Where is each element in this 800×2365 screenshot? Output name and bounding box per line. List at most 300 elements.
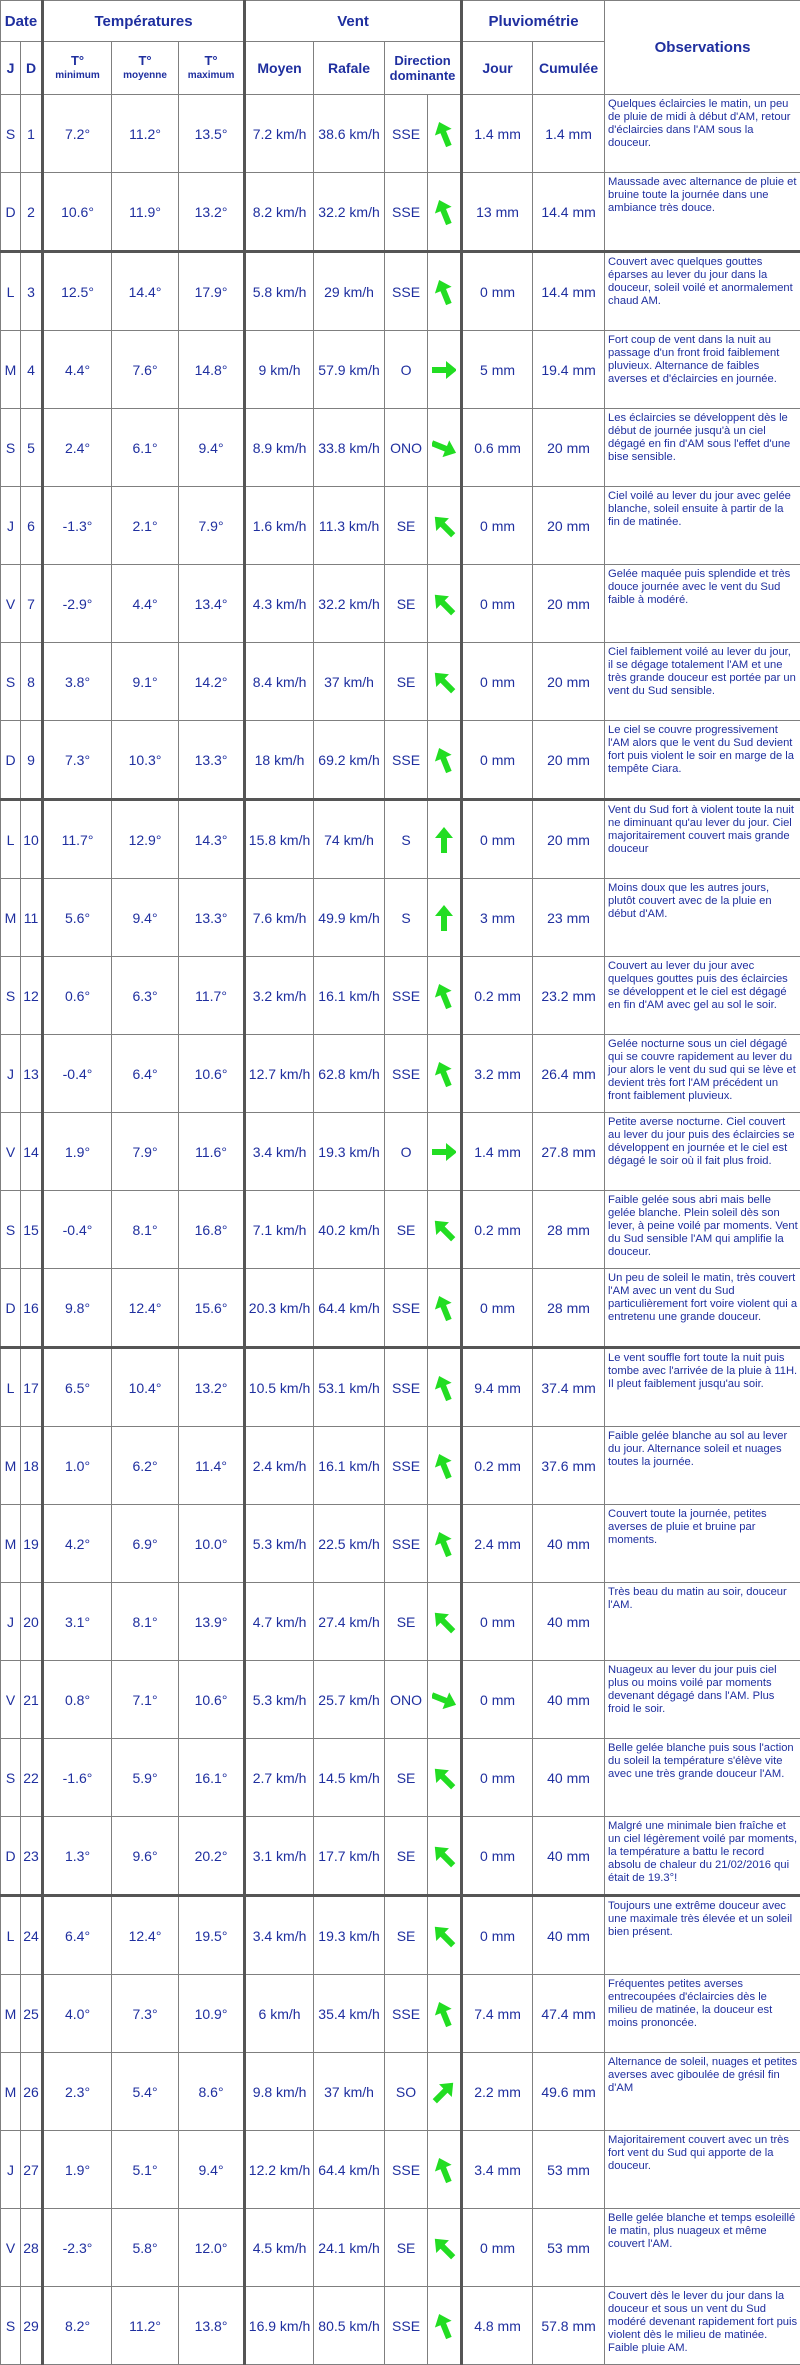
day-number: 8: [21, 643, 43, 721]
temp-min: 4.0°: [43, 1975, 112, 2053]
wind-arrow: [428, 2131, 462, 2209]
observation: Les éclaircies se développent dès le début de journée jusqu'à un ciel dégagé en fin d'AM sous l'effet d'une bise sensible.: [605, 409, 800, 487]
observation: Le vent souffle fort toute la nuit puis tombe avec l'arrivée de la pluie à 11H. Il pleut faiblement jusqu'au soir.: [605, 1348, 800, 1427]
day-of-week: J: [1, 2131, 21, 2209]
wind-direction: SE: [385, 2209, 428, 2287]
wind-arrow: [428, 721, 462, 800]
rain-cumul: 40 mm: [533, 1739, 605, 1817]
wind-arrow-icon: [432, 1293, 456, 1323]
wind-gust: 24.1 km/h: [314, 2209, 385, 2287]
wind-avg: 2.7 km/h: [245, 1739, 314, 1817]
observation: Un peu de soleil le matin, très couvert l'AM avec un vent du Sud particulièrement fort voire violent qui a entretenu une grande douceur.: [605, 1269, 800, 1348]
wind-arrow: [428, 1348, 462, 1427]
wind-arrow-icon: [432, 2233, 456, 2263]
temp-max: 11.4°: [179, 1427, 245, 1505]
wind-gust: 16.1 km/h: [314, 957, 385, 1035]
wind-arrow: [428, 173, 462, 252]
temp-max: 13.5°: [179, 95, 245, 173]
header-jour: Jour: [462, 42, 533, 95]
temp-avg: 11.9°: [112, 173, 179, 252]
header-date: Date: [1, 1, 43, 42]
table-row: [1, 1817, 800, 1896]
wind-arrow: [428, 1505, 462, 1583]
day-number: 14: [21, 1113, 43, 1191]
day-of-week: L: [1, 1348, 21, 1427]
wind-arrow: [428, 331, 462, 409]
temp-avg: 4.4°: [112, 565, 179, 643]
day-of-week: V: [1, 2209, 21, 2287]
wind-direction: SE: [385, 1191, 428, 1269]
wind-avg: 16.9 km/h: [245, 2287, 314, 2365]
rain-cumul: 26.4 mm: [533, 1035, 605, 1113]
observation: Moins doux que les autres jours, plutôt couvert avec de la pluie en début d'AM.: [605, 879, 800, 957]
day-number: 12: [21, 957, 43, 1035]
observation: Malgré une minimale bien fraîche et un ciel légèrement voilé par moments, la température a battu le record absolu de chaleur du 21/02/2016 qui était de 19.3°!: [605, 1817, 800, 1896]
observation: Majoritairement couvert avec un très fort vent du Sud qui apporte de la douceur.: [605, 2131, 800, 2209]
wind-direction: SSE: [385, 1035, 428, 1113]
wind-gust: 64.4 km/h: [314, 2131, 385, 2209]
header-pluviometrie: Pluviométrie: [462, 1, 605, 42]
table-row: [1, 1896, 800, 1975]
wind-avg: 7.6 km/h: [245, 879, 314, 957]
table-row: [1, 957, 800, 1035]
wind-arrow-icon: [432, 1215, 456, 1245]
temp-max: 13.4°: [179, 565, 245, 643]
temp-max: 12.0°: [179, 2209, 245, 2287]
observation: Fréquentes petites averses entrecoupées d'éclaircies dès le milieu de matinée, la douceur est moins prononcée.: [605, 1975, 800, 2053]
rain-cumul: 40 mm: [533, 1661, 605, 1739]
wind-gust: 40.2 km/h: [314, 1191, 385, 1269]
observation: Toujours une extrême douceur avec une maximale très élevée et un soleil bien présent.: [605, 1896, 800, 1975]
wind-avg: 4.3 km/h: [245, 565, 314, 643]
observation: Vent du Sud fort à violent toute la nuit ne diminuant qu'au lever du jour. Ciel majoritairement couvert mais grande douceur: [605, 800, 800, 879]
temp-min: 4.2°: [43, 1505, 112, 1583]
day-of-week: V: [1, 1113, 21, 1191]
wind-gust: 11.3 km/h: [314, 487, 385, 565]
table-row: [1, 95, 800, 173]
wind-direction: SE: [385, 1817, 428, 1896]
wind-arrow: [428, 1661, 462, 1739]
temp-max: 11.6°: [179, 1113, 245, 1191]
temp-avg: 7.6°: [112, 331, 179, 409]
wind-arrow-icon: [432, 589, 456, 619]
rain-cumul: 28 mm: [533, 1191, 605, 1269]
temp-avg: 5.9°: [112, 1739, 179, 1817]
temp-max: 13.2°: [179, 173, 245, 252]
header-temperatures: Températures: [43, 1, 245, 42]
rain-day: 0 mm: [462, 2209, 533, 2287]
table-row: [1, 2053, 800, 2131]
temp-avg: 12.9°: [112, 800, 179, 879]
wind-gust: 19.3 km/h: [314, 1896, 385, 1975]
day-number: 28: [21, 2209, 43, 2287]
temp-max: 16.8°: [179, 1191, 245, 1269]
observation: Petite averse nocturne. Ciel couvert au lever du jour puis des éclaircies se développent en journée et le ciel est dégagé le soir où il fait plus froid.: [605, 1113, 800, 1191]
header-tmin-sub: minimum: [44, 68, 111, 83]
day-number: 17: [21, 1348, 43, 1427]
day-number: 7: [21, 565, 43, 643]
day-number: 22: [21, 1739, 43, 1817]
day-number: 3: [21, 252, 43, 331]
wind-avg: 1.6 km/h: [245, 487, 314, 565]
day-of-week: J: [1, 1583, 21, 1661]
wind-arrow: [428, 1269, 462, 1348]
table-row: [1, 1975, 800, 2053]
observation: Gelée maquée puis splendide et très douce journée avec le vent du Sud faible à modéré.: [605, 565, 800, 643]
wind-arrow-icon: [432, 1451, 456, 1481]
rain-day: 1.4 mm: [462, 1113, 533, 1191]
temp-min: 10.6°: [43, 173, 112, 252]
wind-arrow-icon: [432, 2155, 456, 2185]
wind-avg: 5.8 km/h: [245, 252, 314, 331]
wind-arrow-icon: [432, 825, 456, 855]
temp-min: -2.9°: [43, 565, 112, 643]
wind-arrow: [428, 2287, 462, 2365]
temp-max: 10.6°: [179, 1661, 245, 1739]
rain-cumul: 40 mm: [533, 1817, 605, 1896]
wind-arrow: [428, 1975, 462, 2053]
rain-day: 0.2 mm: [462, 1191, 533, 1269]
table-row: [1, 487, 800, 565]
observation: Nuageux au lever du jour puis ciel plus ou moins voilé par moments devenant dégagé dans l'AM. Plus froid le soir.: [605, 1661, 800, 1739]
rain-cumul: 23.2 mm: [533, 957, 605, 1035]
day-of-week: S: [1, 643, 21, 721]
wind-direction: O: [385, 1113, 428, 1191]
wind-direction: SSE: [385, 2287, 428, 2365]
temp-max: 13.9°: [179, 1583, 245, 1661]
wind-gust: 33.8 km/h: [314, 409, 385, 487]
temp-min: 6.5°: [43, 1348, 112, 1427]
rain-cumul: 1.4 mm: [533, 95, 605, 173]
wind-direction: SE: [385, 1896, 428, 1975]
wind-direction: SSE: [385, 1348, 428, 1427]
rain-cumul: 20 mm: [533, 643, 605, 721]
wind-arrow-icon: [432, 1921, 456, 1951]
day-of-week: S: [1, 2287, 21, 2365]
temp-avg: 12.4°: [112, 1896, 179, 1975]
wind-avg: 5.3 km/h: [245, 1505, 314, 1583]
day-of-week: S: [1, 1191, 21, 1269]
temp-max: 14.2°: [179, 643, 245, 721]
temp-avg: 7.1°: [112, 1661, 179, 1739]
rain-day: 4.8 mm: [462, 2287, 533, 2365]
observation: Faible gelée blanche au sol au lever du jour. Alternance soleil et nuages toutes la journée.: [605, 1427, 800, 1505]
rain-cumul: 14.4 mm: [533, 252, 605, 331]
header-direction-l2: dominante: [390, 68, 456, 83]
wind-arrow-icon: [432, 433, 456, 463]
temp-avg: 9.1°: [112, 643, 179, 721]
wind-direction: SE: [385, 565, 428, 643]
table-row: [1, 1113, 800, 1191]
wind-gust: 38.6 km/h: [314, 95, 385, 173]
table-row: [1, 800, 800, 879]
header-tmoy-sub: moyenne: [112, 68, 178, 83]
temp-max: 13.3°: [179, 879, 245, 957]
wind-arrow-icon: [432, 667, 456, 697]
wind-arrow: [428, 487, 462, 565]
wind-avg: 8.4 km/h: [245, 643, 314, 721]
day-of-week: V: [1, 565, 21, 643]
wind-gust: 69.2 km/h: [314, 721, 385, 800]
header-jour-mois: D: [21, 42, 43, 95]
day-of-week: J: [1, 1035, 21, 1113]
temp-min: 8.2°: [43, 2287, 112, 2365]
wind-arrow-icon: [432, 1841, 456, 1871]
wind-arrow: [428, 2209, 462, 2287]
table-row: [1, 331, 800, 409]
header-rafale: Rafale: [314, 42, 385, 95]
rain-cumul: 47.4 mm: [533, 1975, 605, 2053]
wind-avg: 10.5 km/h: [245, 1348, 314, 1427]
temp-max: 14.3°: [179, 800, 245, 879]
wind-arrow: [428, 643, 462, 721]
day-number: 10: [21, 800, 43, 879]
table-row: [1, 1035, 800, 1113]
wind-arrow: [428, 1817, 462, 1896]
wind-gust: 74 km/h: [314, 800, 385, 879]
temp-min: 4.4°: [43, 331, 112, 409]
wind-arrow: [428, 1035, 462, 1113]
rain-cumul: 19.4 mm: [533, 331, 605, 409]
rain-cumul: 23 mm: [533, 879, 605, 957]
temp-min: -0.4°: [43, 1035, 112, 1113]
wind-arrow: [428, 2053, 462, 2131]
day-number: 18: [21, 1427, 43, 1505]
table-row: [1, 565, 800, 643]
header-tmax-label: T°: [204, 53, 217, 68]
temp-max: 19.5°: [179, 1896, 245, 1975]
temp-avg: 7.9°: [112, 1113, 179, 1191]
rain-cumul: 37.6 mm: [533, 1427, 605, 1505]
temp-avg: 6.9°: [112, 1505, 179, 1583]
wind-direction: SSE: [385, 1427, 428, 1505]
rain-day: 0 mm: [462, 1269, 533, 1348]
wind-avg: 3.4 km/h: [245, 1896, 314, 1975]
temp-min: 1.0°: [43, 1427, 112, 1505]
temp-min: 2.3°: [43, 2053, 112, 2131]
wind-gust: 57.9 km/h: [314, 331, 385, 409]
rain-day: 0.2 mm: [462, 957, 533, 1035]
wind-arrow: [428, 879, 462, 957]
day-of-week: S: [1, 409, 21, 487]
temp-avg: 9.4°: [112, 879, 179, 957]
wind-avg: 3.2 km/h: [245, 957, 314, 1035]
rain-cumul: 20 mm: [533, 565, 605, 643]
day-number: 19: [21, 1505, 43, 1583]
wind-avg: 3.1 km/h: [245, 1817, 314, 1896]
header-jour-semaine: J: [1, 42, 21, 95]
day-number: 29: [21, 2287, 43, 2365]
observation: Belle gelée blanche et temps esoleillé le matin, plus nuageux et même couvert l'AM.: [605, 2209, 800, 2287]
rain-cumul: 20 mm: [533, 487, 605, 565]
wind-direction: SSE: [385, 1505, 428, 1583]
header-direction: [385, 42, 462, 95]
header-tmin: [43, 42, 112, 95]
rain-cumul: 27.8 mm: [533, 1113, 605, 1191]
rain-cumul: 20 mm: [533, 721, 605, 800]
temp-avg: 2.1°: [112, 487, 179, 565]
temp-avg: 11.2°: [112, 2287, 179, 2365]
table-row: [1, 2209, 800, 2287]
header-tmax: [179, 42, 245, 95]
wind-gust: 19.3 km/h: [314, 1113, 385, 1191]
wind-avg: 15.8 km/h: [245, 800, 314, 879]
day-number: 23: [21, 1817, 43, 1896]
temp-min: 12.5°: [43, 252, 112, 331]
temp-min: 3.1°: [43, 1583, 112, 1661]
rain-day: 0 mm: [462, 1817, 533, 1896]
day-number: 24: [21, 1896, 43, 1975]
header-observations: Observations: [605, 1, 800, 95]
temp-max: 10.6°: [179, 1035, 245, 1113]
table-row: [1, 2131, 800, 2209]
rain-day: 0 mm: [462, 1896, 533, 1975]
wind-gust: 25.7 km/h: [314, 1661, 385, 1739]
rain-day: 0 mm: [462, 1583, 533, 1661]
temp-max: 16.1°: [179, 1739, 245, 1817]
day-number: 15: [21, 1191, 43, 1269]
observation: Faible gelée sous abri mais belle gelée blanche. Plein soleil dès son lever, à peine voilé par moments. Vent du Sud sensible l'AM qui amplifie la douceur.: [605, 1191, 800, 1269]
table-row: [1, 1269, 800, 1348]
day-of-week: L: [1, 800, 21, 879]
observation: Couvert dès le lever du jour dans la douceur et sous un vent du Sud modéré devenant rapidement fort puis violent dès le milieu de matinée. Faible pluie AM.: [605, 2287, 800, 2365]
observation: Le ciel se couvre progressivement l'AM alors que le vent du Sud devient fort puis violent le soir en marge de la tempête Ciara.: [605, 721, 800, 800]
wind-direction: S: [385, 879, 428, 957]
wind-arrow-icon: [432, 1373, 456, 1403]
header-tmin-label: T°: [71, 53, 84, 68]
wind-arrow-icon: [432, 277, 456, 307]
day-number: 13: [21, 1035, 43, 1113]
day-number: 26: [21, 2053, 43, 2131]
wind-arrow-icon: [432, 355, 456, 385]
wind-avg: 6 km/h: [245, 1975, 314, 2053]
temp-min: 7.3°: [43, 721, 112, 800]
wind-arrow: [428, 565, 462, 643]
observation: Très beau du matin au soir, douceur l'AM.: [605, 1583, 800, 1661]
wind-arrow-icon: [432, 1137, 456, 1167]
temp-min: 0.6°: [43, 957, 112, 1035]
wind-avg: 3.4 km/h: [245, 1113, 314, 1191]
header-tmoy: [112, 42, 179, 95]
wind-arrow-icon: [432, 1763, 456, 1793]
temp-min: 0.8°: [43, 1661, 112, 1739]
rain-cumul: 53 mm: [533, 2209, 605, 2287]
temp-min: 3.8°: [43, 643, 112, 721]
table-row: [1, 1427, 800, 1505]
wind-direction: SE: [385, 1739, 428, 1817]
temp-max: 13.8°: [179, 2287, 245, 2365]
rain-day: 0 mm: [462, 643, 533, 721]
temp-avg: 5.1°: [112, 2131, 179, 2209]
rain-cumul: 49.6 mm: [533, 2053, 605, 2131]
temp-min: 1.9°: [43, 2131, 112, 2209]
temp-avg: 7.3°: [112, 1975, 179, 2053]
rain-day: 0 mm: [462, 1739, 533, 1817]
rain-cumul: 40 mm: [533, 1505, 605, 1583]
wind-arrow: [428, 95, 462, 173]
temp-max: 8.6°: [179, 2053, 245, 2131]
temp-avg: 6.3°: [112, 957, 179, 1035]
temp-max: 9.4°: [179, 2131, 245, 2209]
day-number: 1: [21, 95, 43, 173]
wind-arrow: [428, 957, 462, 1035]
wind-avg: 7.1 km/h: [245, 1191, 314, 1269]
wind-direction: S: [385, 800, 428, 879]
observation: Gelée nocturne sous un ciel dégagé qui se couvre rapidement au lever du jour alors le vent du sud qui se lève et devient très fort l'AM précédent un front faiblement pluvieux.: [605, 1035, 800, 1113]
wind-direction: SSE: [385, 1269, 428, 1348]
wind-avg: 9.8 km/h: [245, 2053, 314, 2131]
day-of-week: S: [1, 1739, 21, 1817]
temp-min: 1.9°: [43, 1113, 112, 1191]
temp-min: -1.3°: [43, 487, 112, 565]
temp-max: 7.9°: [179, 487, 245, 565]
day-of-week: L: [1, 252, 21, 331]
wind-avg: 20.3 km/h: [245, 1269, 314, 1348]
wind-avg: 18 km/h: [245, 721, 314, 800]
wind-direction: SE: [385, 487, 428, 565]
temp-avg: 8.1°: [112, 1583, 179, 1661]
wind-direction: SSE: [385, 1975, 428, 2053]
temp-max: 15.6°: [179, 1269, 245, 1348]
rain-cumul: 53 mm: [533, 2131, 605, 2209]
wind-avg: 4.7 km/h: [245, 1583, 314, 1661]
wind-gust: 35.4 km/h: [314, 1975, 385, 2053]
temp-min: 7.2°: [43, 95, 112, 173]
header-moyen: Moyen: [245, 42, 314, 95]
day-of-week: L: [1, 1896, 21, 1975]
table-row: [1, 1661, 800, 1739]
rain-day: 7.4 mm: [462, 1975, 533, 2053]
wind-direction: SSE: [385, 252, 428, 331]
temp-max: 10.0°: [179, 1505, 245, 1583]
temp-min: 9.8°: [43, 1269, 112, 1348]
temp-avg: 9.6°: [112, 1817, 179, 1896]
temp-max: 10.9°: [179, 1975, 245, 2053]
wind-arrow-icon: [432, 1685, 456, 1715]
header-direction-l1: Direction: [394, 53, 450, 68]
header-vent: Vent: [245, 1, 462, 42]
temp-avg: 12.4°: [112, 1269, 179, 1348]
day-of-week: D: [1, 1817, 21, 1896]
day-number: 6: [21, 487, 43, 565]
temp-max: 9.4°: [179, 409, 245, 487]
wind-direction: SSE: [385, 957, 428, 1035]
wind-arrow-icon: [432, 1529, 456, 1559]
observation: Belle gelée blanche puis sous l'action du soleil la température s'élève vite avec une très grande douceur l'AM.: [605, 1739, 800, 1817]
wind-gust: 27.4 km/h: [314, 1583, 385, 1661]
temp-min: 6.4°: [43, 1896, 112, 1975]
wind-arrow-icon: [432, 1607, 456, 1637]
temp-avg: 5.8°: [112, 2209, 179, 2287]
temp-avg: 14.4°: [112, 252, 179, 331]
wind-avg: 9 km/h: [245, 331, 314, 409]
wind-arrow: [428, 252, 462, 331]
wind-arrow: [428, 1113, 462, 1191]
day-number: 5: [21, 409, 43, 487]
temp-avg: 8.1°: [112, 1191, 179, 1269]
wind-arrow-icon: [432, 511, 456, 541]
day-number: 27: [21, 2131, 43, 2209]
day-number: 21: [21, 1661, 43, 1739]
day-of-week: M: [1, 1975, 21, 2053]
rain-day: 3.4 mm: [462, 2131, 533, 2209]
rain-day: 2.4 mm: [462, 1505, 533, 1583]
header-tmoy-label: T°: [138, 53, 151, 68]
temp-min: 5.6°: [43, 879, 112, 957]
wind-arrow: [428, 1583, 462, 1661]
observation: Couvert toute la journée, petites averses de pluie et bruine par moments.: [605, 1505, 800, 1583]
day-of-week: D: [1, 721, 21, 800]
